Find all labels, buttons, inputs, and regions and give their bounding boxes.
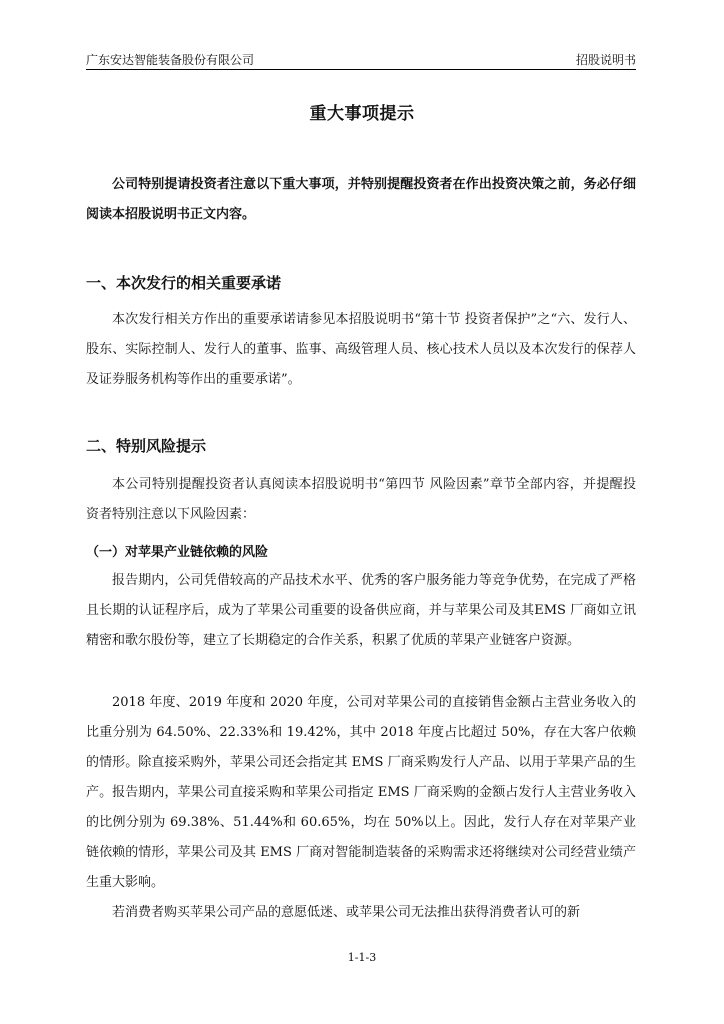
page-title: 重大事项提示 xyxy=(309,104,415,124)
sub1-p3-block xyxy=(86,898,636,928)
section1-heading-block xyxy=(86,272,636,293)
page-number: 1-1-3 xyxy=(347,951,377,964)
sub1-heading-block xyxy=(86,541,636,560)
section2-body xyxy=(86,470,636,530)
intro-block xyxy=(86,170,636,230)
section1-paragraph: 本次发行相关方作出的重要承诺请参见本招股说明书“第十节 投资者保护”之“六、发行人、股东、实际控制人、发行人的董事、监事、高级管理人员、核心技术人员以及本次发行的保荐人及证券服务机构等作出的重要承诺”。 xyxy=(86,312,636,387)
page-header xyxy=(86,50,636,68)
sub1-p2-block xyxy=(86,688,636,898)
sub1-p1-block xyxy=(86,566,636,656)
section1-heading: 一、本次发行的相关重要承诺 xyxy=(86,274,282,292)
header-rule xyxy=(86,69,636,70)
intro-paragraph: 公司特别提请投资者注意以下重大事项，并特别提醒投资者在作出投资决策之前，务必仔细阅读本招股说明书正文内容。 xyxy=(86,177,636,222)
section1-body xyxy=(86,305,636,395)
section2-paragraph: 本公司特别提醒投资者认真阅读本招股说明书“第四节 风险因素”章节全部内容，并提醒投资者特别注意以下风险因素： xyxy=(86,477,636,522)
sub1-paragraph-3: 若消费者购买苹果公司产品的意愿低迷、或苹果公司无法推出获得消费者认可的新 xyxy=(112,905,581,920)
header-doc-type: 招股说明书 xyxy=(575,53,636,67)
header-company: 广东安达智能装备股份有限公司 xyxy=(86,53,255,67)
sub1-heading: （一）对苹果产业链依赖的风险 xyxy=(86,545,269,560)
sub1-paragraph-2: 2018 年度、2019 年度和 2020 年度，公司对苹果公司的直接销售金额占主营业务收入的比重分别为 64.50%、22.33%和 19.42%，其中 2018 年度占比超过 50%，存在大客户依赖的情形。除直接采购外，苹果公司还会指定其 EMS 厂商采购发行人产品、以用于苹果产品的生产。报告期内，苹果公司直接采购和苹果公司指定 EMS 厂商采购的金额占发行人主营业务收入的比例分别为 69.38%、51.44%和 60.65%，均在 50%以上。因此，发行人存在对苹果产业链依赖的情形，苹果公司及其 EMS 厂商对智能制造装备的采购需求还将继续对公司经营业绩产生重大影响。 xyxy=(86,695,636,890)
section2-heading: 二、特别风险提示 xyxy=(86,437,207,455)
sub1-paragraph-1: 报告期内，公司凭借较高的产品技术水平、优秀的客户服务能力等竞争优势，在完成了严格且长期的认证程序后，成为了苹果公司重要的设备供应商，并与苹果公司及其EMS 厂商如立讯精密和歌尔股份等，建立了长期稳定的合作关系，积累了优质的苹果产业链客户资源。 xyxy=(86,573,636,648)
section2-heading-block xyxy=(86,435,636,456)
